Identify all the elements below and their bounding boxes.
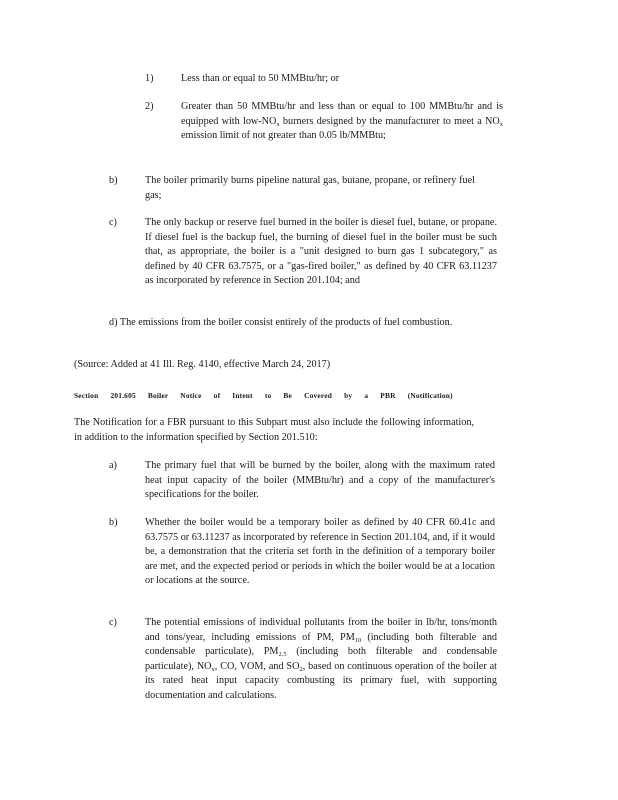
- item-c-label: c): [109, 217, 117, 228]
- notification-b-text: Whether the boiler would be a temporary boiler as defined by 40 CFR 60.41c and 63.7575 or 63.11237 as incorporated by reference in Section 201.104, and, if it would be, a demonstration that the criteria set forth in the definition of a temporary boiler are met, and the expected period or periods in which the boiler would be at a location or locations at the source.: [145, 517, 495, 587]
- item-b-text: The boiler primarily burns pipeline natural gas, butane, propane, or refinery fuel gas;: [145, 175, 475, 201]
- item-d-text: d) The emissions from the boiler consist entirely of the products of fuel combustion.: [109, 317, 453, 328]
- section-heading: Section 201.605 Boiler Notice of Intent to Be Covered by a PBR (Notification): [74, 391, 453, 400]
- source-note: (Source: Added at 41 Ill. Reg. 4140, effective March 24, 2017): [74, 359, 331, 370]
- notification-c-label: c): [109, 617, 117, 628]
- item-1-text: Less than or equal to 50 MMBtu/hr; or: [181, 73, 340, 84]
- intro-paragraph: The Notification for a FBR pursuant to this Subpart must also include the following information, in addition to the information specified by Section 201.510:: [74, 417, 474, 443]
- item-1-label: 1): [145, 73, 154, 84]
- notification-a-label: a): [109, 460, 117, 471]
- item-c-text: The only backup or reserve fuel burned in the boiler is diesel fuel, butane, or propane. If diesel fuel is the backup fuel, the burning of diesel fuel in the boiler must be such that, as appropriate, the boiler is a "unit designed to burn gas 1 subcategory," as defined by 40 CFR 63.7575, or a "gas-fired boiler," as defined by 40 CFR 63.11237 as incorporated by reference in Section 201.104; and: [145, 217, 497, 287]
- item-2-label: 2): [145, 101, 154, 112]
- notification-b-label: b): [109, 517, 118, 528]
- item-2-text: Greater than 50 MMBtu/hr and less than or equal to 100 MMBtu/hr and is equipped with low-$NO_x$ burners designed by the manufacturer to meet a $NO_x$ emission limit of not greater than 0.05 lb/MMBtu;: [181, 101, 503, 142]
- notification-a-text: The primary fuel that will be burned by the boiler, along with the maximum rated heat input capacity of the boiler (MMBtu/hr) and a copy of the manufacturer's specifications for the boiler.: [145, 460, 495, 501]
- item-b-label: b): [109, 175, 118, 186]
- notification-c-text: The potential emissions of individual pollutants from the boiler in lb/hr, tons/month and tons/year, including emissions of PM, $PM_{10}$ (including both filterable and condensable particulate), $PM_{2.5}$ (including both filterable and condensable particulate), $NO_x$, CO, VOM, and $SO_2$, based on continuous operation of the boiler at its rated heat input capacity combusting its primary fuel, with supporting documentation and calculations.: [145, 617, 498, 701]
